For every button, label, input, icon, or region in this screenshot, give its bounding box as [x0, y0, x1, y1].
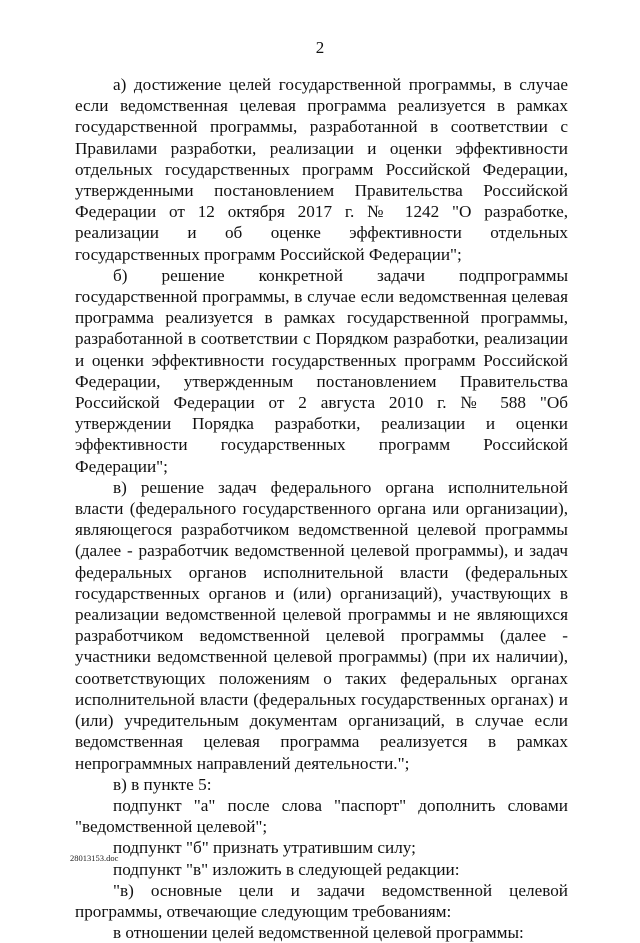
paragraph-a-goals: а) достижение целей государственной программы, в случае если ведомственная целевая программа реализуется в рамках государственной программы, разработанной в соответствии с Правилами разработки, реализации и оценки эффективности отдельных государственных программ Российской Федерации, утвержденными постановлением Правительства Российской Федерации от 12 октября 2017 г. № 1242 "О разработке, реализации и об оценке эффективности отдельных государственных программ Российской Федерации"; [75, 75, 568, 264]
paragraph-point-5: в) в пункте 5: [113, 774, 212, 794]
page-number: 2 [315, 38, 325, 57]
paragraph-subpoint-b: подпункт "б" признать утратившим силу; [113, 838, 416, 858]
paragraph-b-subprogram: б) решение конкретной задачи подпрограммы государственной программы, в случае если ведомственная целевая программа реализуется в рамках государственной программы, разработанной в соответствии с Порядком разработки, реализации и оценки эффективности государственных программ Российской Федерации, утвержденным постановлением Правительства Российской Федерации от 2 августа 2010 г. № 588 "Об утверждении Порядка разработки, реализации и оценки эффективности государственных программ Российской Федерации"; [75, 265, 568, 476]
paragraph-new-c: "в) основные цели и задачи ведомственной целевой программы, отвечающие следующим требованиям: [75, 880, 568, 921]
paragraph-subpoint-a: подпункт "а" после слова "паспорт" дополнить словами "ведомственной целевой"; [75, 795, 568, 837]
paragraph-goals-requirements: в отношении целей ведомственной целевой программы: [113, 923, 524, 943]
paragraph-subpoint-c: подпункт "в" изложить в следующей редакции: [113, 859, 460, 879]
footer-filename: 28013153.doc [70, 853, 119, 863]
paragraph-c-federal-body: в) решение задач федерального органа исполнительной власти (федерального государственного органа или организации), являющегося разработчиком ведомственной целевой программы (далее - разработчик ведомственной целевой программы), и задач федеральных органов исполнительной власти (федеральных государственных органов и (или) организаций), участвующих в реализации ведомственной целевой программы и не являющихся разработчиком ведомственной целевой программы (далее - участники ведомственной целевой программы) (при их наличии), соответствующих положениям о таких федеральных органах исполнительной власти (федеральных государственных органах) и (или) учредительным документам организаций, в случае если ведомственная целевая программа реализуется в рамках непрограммных направлений деятельности."; [75, 477, 568, 773]
document-body [75, 74, 568, 943]
